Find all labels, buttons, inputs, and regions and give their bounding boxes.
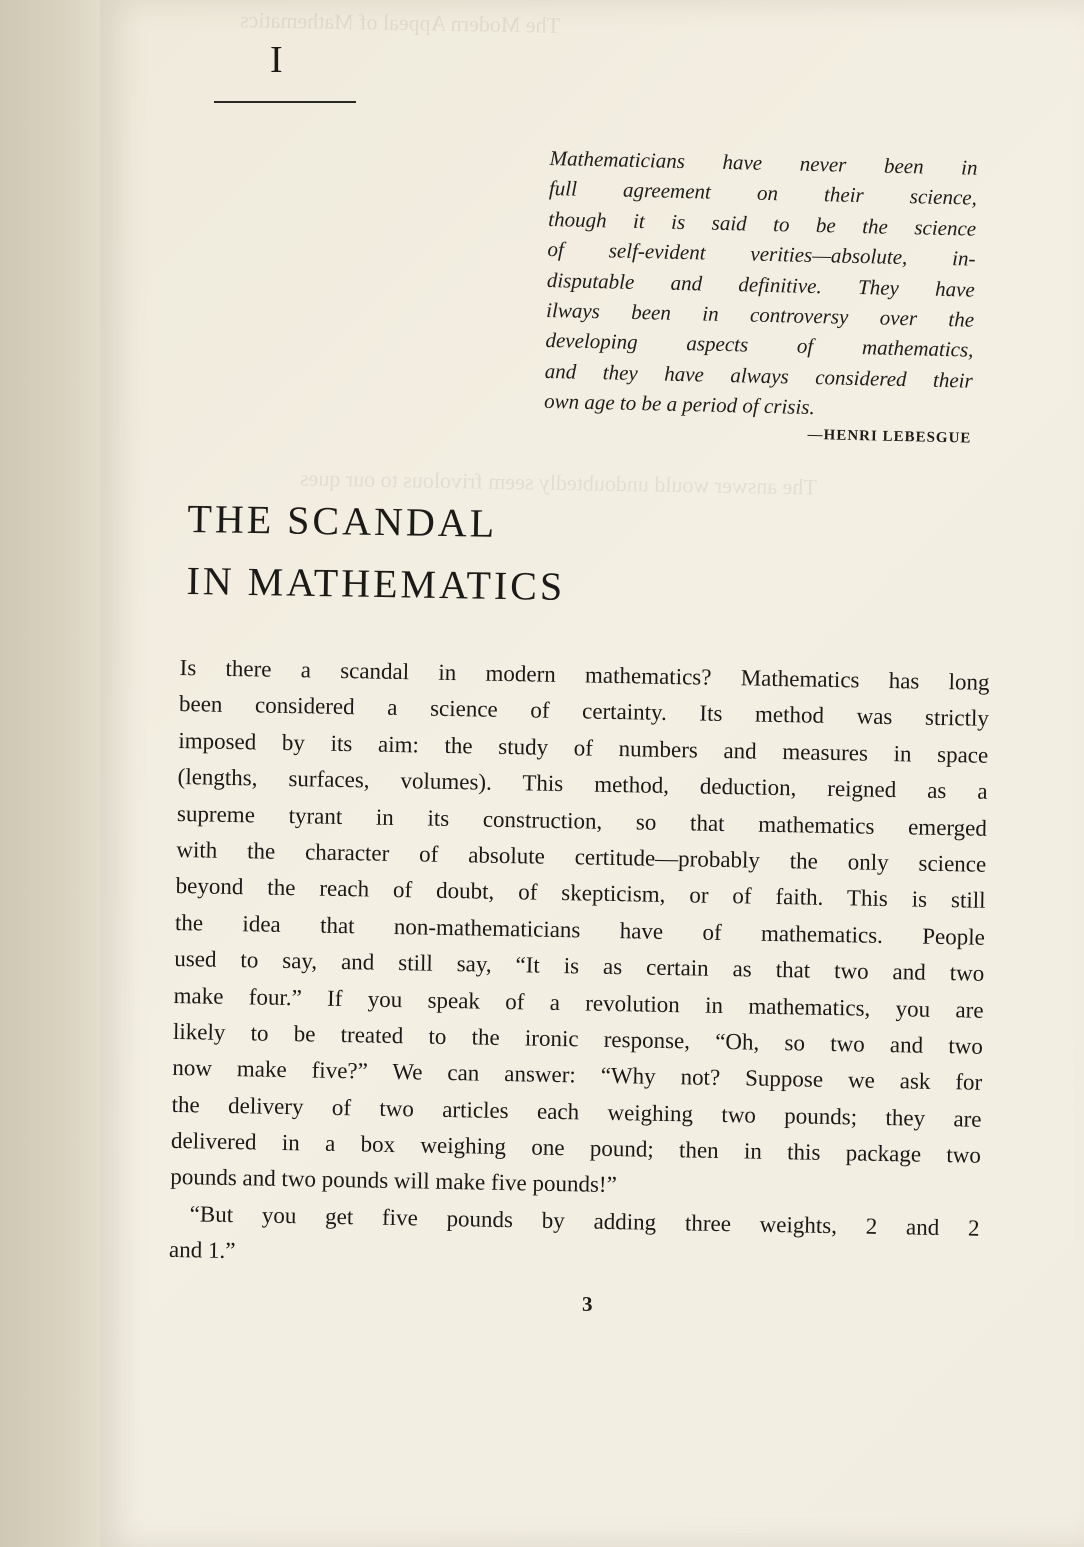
body-line: Is there a scandal in modern mathematics? Mathematics has long (179, 654, 990, 695)
epigraph-line: own age to be a period of crisis. (543, 389, 816, 420)
epigraph (543, 143, 978, 447)
epigraph-line: ilways been in controversy over the (545, 297, 975, 332)
body-line: been considered a science of certainty. Its method was strictly (178, 691, 990, 732)
body-line: delivered in a box weighing one pound; then in this package two (170, 1127, 982, 1168)
body-line: with the character of absolute certitude—probably the only science (176, 836, 987, 877)
epigraph-line: developing aspects of mathematics, (545, 328, 974, 363)
body-line: now make five?” We can answer: “Why not? Suppose we ask for (172, 1055, 983, 1096)
epigraph-line: of self-evident verities—absolute, in- (547, 237, 976, 271)
body-line: imposed by its aim: the study of numbers and measures in space (178, 727, 989, 768)
body-line: pounds and two pounds will make five pounds!” (170, 1164, 618, 1198)
adjacent-page-edge (0, 0, 110, 1547)
body-line: the idea that non-mathematicians have of mathematics. People (174, 909, 986, 950)
body-line: beyond the reach of doubt, of skepticism, or of faith. This is still (175, 873, 986, 914)
epigraph-attribution: —HENRI LEBESGUE (807, 426, 972, 447)
chapter-rule (214, 101, 356, 103)
chapter-title-line: IN MATHEMATICS (186, 557, 566, 609)
page-number: 3 (582, 1292, 593, 1316)
body-line: and 1.” (168, 1237, 236, 1264)
epigraph-line: full agreement on their science, (548, 176, 978, 211)
epigraph-line: though it is said to be the science (548, 206, 977, 241)
epigraph-line: Mathematicians have never been in (549, 145, 978, 180)
body-line: supreme tyrant in its construction, so that mathematics emerged (176, 800, 988, 841)
body-line: used to say, and still say, “It is as certain as that two and two (174, 946, 985, 986)
chapter-title (186, 488, 567, 618)
body-text (169, 650, 990, 1283)
epigraph-line: disputable and definitive. They have (546, 267, 976, 302)
show-through-text: The Modern Appeal of Mathematics (239, 7, 561, 38)
body-line: “But you get five pounds by adding three weights, 2 and 2 (189, 1201, 980, 1241)
chapter-number: I (270, 39, 285, 81)
chapter-title-line: THE SCANDAL (187, 495, 498, 546)
body-line: the delivery of two articles each weighing two pounds; they are (171, 1091, 982, 1132)
epigraph-line: and they have always considered their (544, 358, 973, 393)
body-line: likely to be treated to the ironic response, “Oh, so two and two (172, 1018, 984, 1059)
body-line: (lengths, surfaces, volumes). This method, deduction, reigned as a (177, 764, 988, 804)
show-through-text: The answer would undoubtedly seem frivolous to our ques (299, 465, 818, 500)
body-line: make four.” If you speak of a revolution in mathematics, you are (173, 982, 984, 1023)
